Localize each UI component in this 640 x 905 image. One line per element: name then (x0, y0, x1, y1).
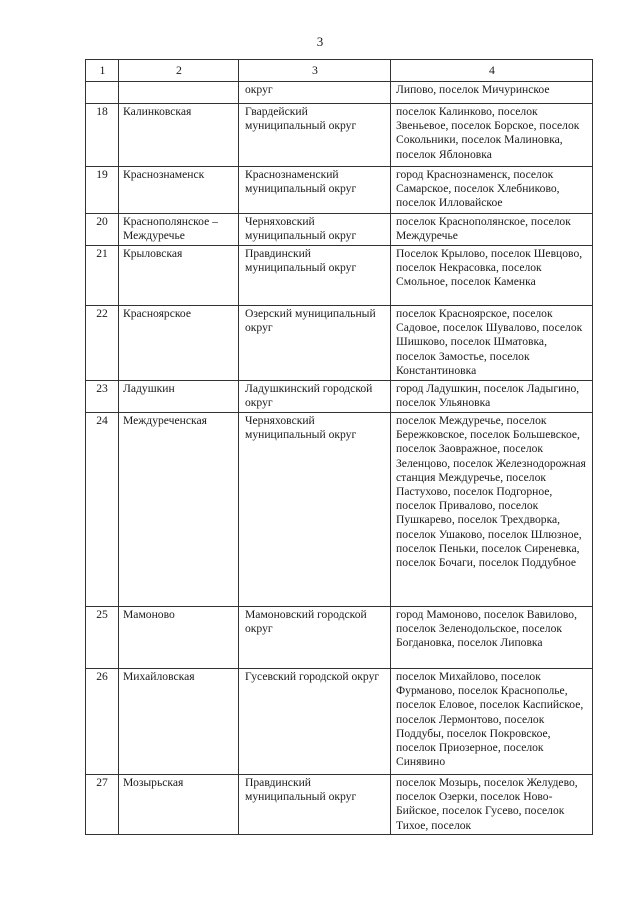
district-name: Правдинский муниципальный округ (239, 246, 391, 306)
row-number: 25 (86, 607, 119, 669)
municipality-name: Краснознаменск (119, 167, 239, 214)
settlements-list: город Мамоново, поселок Вавилово, поселок Зеленодольское, поселок Богдановка, поселок Липовка (391, 607, 593, 669)
table-header-row (86, 60, 593, 82)
municipality-name: Мозырьская (119, 775, 239, 835)
row-number: 24 (86, 413, 119, 607)
row-number: 19 (86, 167, 119, 214)
header-col-2: 2 (119, 60, 239, 82)
settlements-list: Поселок Крылово, поселок Шевцово, поселок Некрасовка, поселок Смольное, поселок Каменка (391, 246, 593, 306)
table-row (86, 381, 593, 413)
row-number (86, 82, 119, 104)
settlements-list: поселок Междуречье, поселок Бережковское, поселок Большевское, поселок Заовражное, поселок Зеленцово, поселок Железнодорожная станция Междуречье, поселок Пастухово, поселок Подгорное, поселок Привалово, поселок Пушкарево, поселок Трехдворка, поселок Ушаково, поселок Шлюзное, поселок Пеньки, поселок Сиреневка, поселок Бочаги, поселок Поддубное (391, 413, 593, 607)
settlements-list: город Краснознаменск, поселок Самарское, поселок Хлебниково, поселок Илловайское (391, 167, 593, 214)
settlements-list: поселок Краснополянское, поселок Междуречье (391, 214, 593, 246)
municipality-name: Красноярское (119, 306, 239, 381)
page-number: 3 (316, 34, 324, 49)
table-row (86, 167, 593, 214)
settlements-list: поселок Красноярское, поселок Садовое, поселок Шувалово, поселок Шишково, поселок Шматовка, поселок Замостье, поселок Константиновка (391, 306, 593, 381)
district-name: Краснознаменский муниципальный округ (239, 167, 391, 214)
district-name: Черняховский муниципальный округ (239, 214, 391, 246)
settlements-list: Липово, поселок Мичуринское (391, 82, 593, 104)
settlements-list: поселок Мозырь, поселок Желудево, поселок Озерки, поселок Ново-Бийское, поселок Гусево, поселок Тихое, поселок (391, 775, 593, 835)
district-name: Озерский муниципальный округ (239, 306, 391, 381)
district-name: округ (239, 82, 391, 104)
municipality-name: Крыловская (119, 246, 239, 306)
table-row (86, 607, 593, 669)
settlements-list: город Ладушкин, поселок Ладыгино, поселок Ульяновка (391, 381, 593, 413)
municipality-name: Михайловская (119, 669, 239, 775)
settlements-table (85, 59, 593, 835)
row-number: 21 (86, 246, 119, 306)
table-row (86, 669, 593, 775)
municipality-name: Калинковская (119, 104, 239, 167)
municipality-name: Междуреченская (119, 413, 239, 607)
row-number: 27 (86, 775, 119, 835)
table-row (86, 82, 593, 104)
district-name: Гусевский городской округ (239, 669, 391, 775)
municipality-name: Ладушкин (119, 381, 239, 413)
municipality-name (119, 82, 239, 104)
table-row (86, 246, 593, 306)
row-number: 18 (86, 104, 119, 167)
table-row (86, 775, 593, 835)
header-col-1: 1 (86, 60, 119, 82)
row-number: 22 (86, 306, 119, 381)
settlements-list: поселок Михайлово, поселок Фурманово, поселок Краснополье, поселок Еловое, поселок Каспийское, поселок Лермонтово, поселок Поддубы, поселок Покровское, поселок Приозерное, поселок Синявино (391, 669, 593, 775)
table-row (86, 214, 593, 246)
municipality-name: Краснополянское – Междуречье (119, 214, 239, 246)
row-number: 20 (86, 214, 119, 246)
row-number: 26 (86, 669, 119, 775)
header-col-4: 4 (391, 60, 593, 82)
table-row (86, 413, 593, 607)
district-name: Черняховский муниципальный округ (239, 413, 391, 607)
municipality-name: Мамоново (119, 607, 239, 669)
district-name: Правдинский муниципальный округ (239, 775, 391, 835)
district-name: Мамоновский городской округ (239, 607, 391, 669)
settlements-list: поселок Калинково, поселок Звеньевое, поселок Борское, поселок Сокольники, поселок Малиновка, поселок Яблоновка (391, 104, 593, 167)
header-col-3: 3 (239, 60, 391, 82)
district-name: Ладушкинский городской округ (239, 381, 391, 413)
row-number: 23 (86, 381, 119, 413)
district-name: Гвардейский муниципальный округ (239, 104, 391, 167)
table-row (86, 104, 593, 167)
table-row (86, 306, 593, 381)
